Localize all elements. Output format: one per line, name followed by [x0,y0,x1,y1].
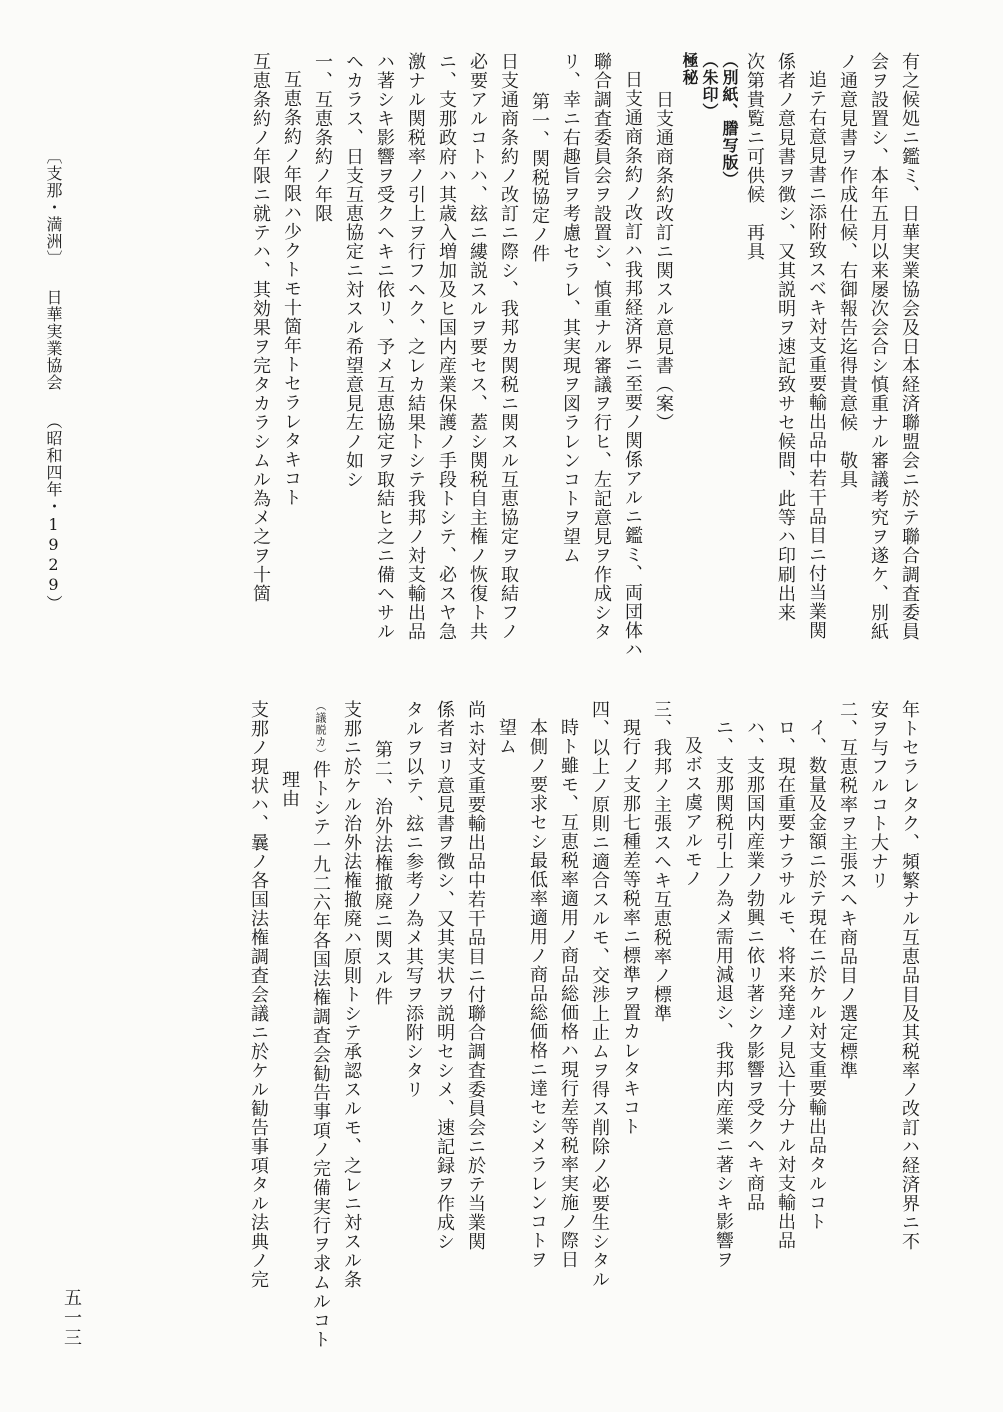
item-label: 二、互恵税率ヲ主張スヘキ商品目ノ選定標準 [837,700,858,1080]
section-heading: 第一、関税協定ノ件 [529,92,550,263]
intro-line: リ、幸ニ右趣旨ヲ考慮セラレ、其実現ヲ図ラレンコトヲ望ム [560,52,581,565]
letter-line: 有之候処ニ鑑ミ、日華実業協会及日本経済聯盟会ニ於テ聯合調査委員 [899,52,920,641]
section-body-text: 件トシテ一九二六年各国法権調査会勧告事項ノ完備実行ヲ求ムルコト [310,760,331,1349]
section-body-line: 必要アルコトハ、玆ニ縷説スルヲ要セス、蓋シ関税自主権ノ恢復ト共 [467,52,488,641]
running-head-org: 日華実業協会 [44,289,63,391]
section-body-line: 激ナル関税率ノ引上ヲ行フヘク、之レカ結果トシテ我邦ノ対支輸出品 [405,52,426,641]
attachment-mark: （別紙、謄写版） [720,52,739,188]
section-body-line: 日支通商条約ノ改訂ニ際シ、我邦カ関税ニ関スル互恵協定ヲ取結フノ [498,52,519,641]
item-body-line: 互恵条約ノ年限ニ就テハ、其効果ヲ完タカラシムル為メ之ヲ十箇 [250,52,271,603]
letter-line: ノ通意見書ヲ作成仕候、右御報告迄得貴意候 敬具 [837,52,858,489]
running-head-date: （昭和四年・1929） [44,413,63,612]
item-label: 一、互恵条約ノ年限 [312,52,333,223]
letter-postscript-line: 次第貴覧ニ可供候 再具 [744,52,765,261]
item-body-line: 年トセラレタク、頻繁ナル互恵品目及其税率ノ改訂ハ経済界ニ不 [899,700,920,1251]
sub-item-cont: 及ボス虞アルモノ [682,736,703,888]
seal-mark: （朱印） [700,52,719,120]
section-body-line: ニ、支那政府ハ其歳入増加及ヒ国内産業保護ノ手段トシテ、必スヤ急 [436,52,457,641]
page-number: 五一三 [61,1288,82,1348]
item-body-line: 安ヲ与フルコト大ナリ [868,700,889,890]
secret-mark: 極秘 [680,52,699,86]
sub-item: ロ、現在重要ナラサルモ、将来発達ノ見込十分ナル対支輸出品 [775,718,796,1250]
note-line: 係者ヨリ意見書ヲ徴シ、又其実状ヲ説明セシメ、速記録ヲ作成シ [434,700,455,1251]
note-line: タルヲ以テ、玆ニ参考ノ為メ其写ヲ添附シタリ [403,700,424,1099]
section-body-line: ハ著シキ影響ヲ受クヘキニ依リ、予メ互恵協定ヲ取結ヒ之ニ備ヘサル [374,52,395,641]
sub-item: イ、数量及金額ニ於テ現在ニ於ケル対支重要輸出品タルコト [806,718,827,1231]
letter-line: 会ヲ設置シ、本年五月以来屡次会合シ慎重ナル審議考究ヲ遂ケ、別紙 [868,52,889,641]
reason-heading: 理由 [279,770,300,808]
intro-line: 日支通商条約ノ改訂ハ我邦経済界ニ至要ノ関係アルニ鑑ミ、両団体ハ [622,70,643,659]
section-body-line: 支那ニ於ケル治外法権撤廃ハ原則トシテ承認スルモ、之レニ対スル条 [341,700,362,1289]
upper-half [55,52,925,659]
item-body-line: 望ム [496,718,517,756]
sub-item: ハ、支那国内産業ノ勃興ニ依リ著シク影響ヲ受クヘキ商品 [744,718,765,1212]
item-body-line: 本側ノ要求セシ最低率適用ノ商品総価格ニ達セシメラレンコトヲ [527,718,548,1269]
running-head [42,148,65,708]
section-body-line: ヘカラス、日支互恵協定ニ対スル希望意見左ノ如シ [343,52,364,489]
note-line: 尚ホ対支重要輸出品中若干品目ニ付聯合調査委員会ニ於テ当業関 [465,700,486,1251]
section-heading: 第二、治外法権撤廃ニ関スル件 [372,740,393,1006]
item-body-line: 互恵条約ノ年限ハ少クトモ十箇年トセラレタキコト [281,70,302,507]
letter-postscript-line: 追テ右意見書ニ添附致スベキ対支重要輸出品中若干品目ニ付当業関 [806,70,827,640]
reason-body-line: 支那ノ現状ハ、曩ノ各国法権調査会議ニ於ケル勧告事項タル法典ノ完 [248,700,269,1289]
item-label: 四、以上ノ原則ニ適合スルモ、交渉上止ムヲ得ス削除ノ必要生シタル [589,700,610,1289]
letter-postscript-line: 係者ノ意見書ヲ徴シ、又其説明ヲ速記致サセ候間、此等ハ印刷出来 [775,52,796,622]
document-title: 日支通商条約改訂ニ関スル意見書（案） [653,90,674,432]
sub-item: ニ、支那関税引上ノ為メ需用減退シ、我邦内産業ニ著シキ影響ヲ [713,718,734,1269]
item-body-line: 現行ノ支那七種差等税率ニ標準ヲ置カレタキコト [620,718,641,1136]
intro-line: 聯合調査委員会ヲ設置シ、慎重ナル審議ヲ行ヒ、左記意見ヲ作成シタ [591,52,612,641]
item-body-line: 時ト雖モ、互恵税率適用ノ商品総価格ハ現行差等税率実施ノ際日 [558,718,579,1269]
item-label: 三、我邦ノ主張スヘキ互恵税率ノ標準 [651,700,672,1023]
running-head-section: 〔支那・満洲〕 [44,148,63,267]
section-body-line [305,700,336,1349]
editorial-note: （議脱カ） [314,700,327,760]
